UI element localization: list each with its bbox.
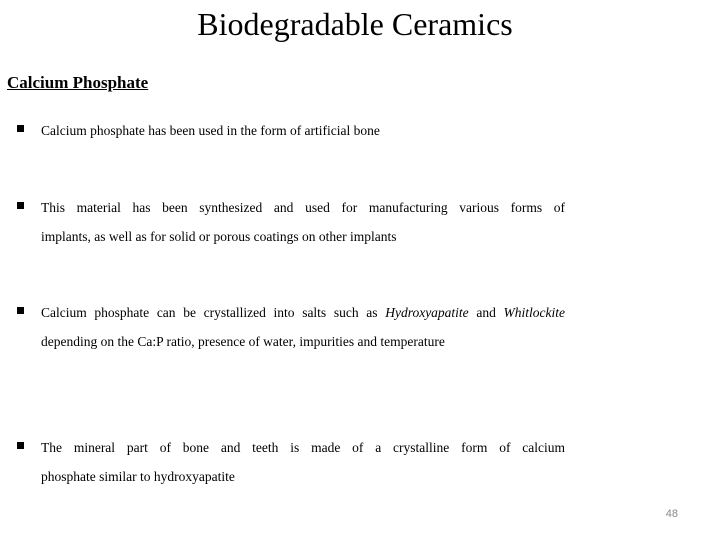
bullet-text-line-1: The mineral part of bone and teeth is made of a crystalline form of calcium xyxy=(41,440,565,455)
square-bullet-icon xyxy=(17,202,24,209)
bullet-text-segment: depending on the Ca:P ratio, presence of water, impurities and temperature xyxy=(41,334,445,349)
bullet-text-line-2: implants, as well as for solid or porous coatings on other implants xyxy=(41,229,397,244)
whitlockite-term: Whitlockite xyxy=(503,305,566,320)
square-bullet-icon xyxy=(17,442,24,449)
square-bullet-icon xyxy=(17,125,24,132)
hydroxyapatite-term: Hydroxyapatite xyxy=(385,305,469,320)
slide-title: Biodegradable Ceramics xyxy=(197,6,513,42)
bullet-text-line-1: This material has been synthesized and used for manufacturing various forms of xyxy=(41,200,565,215)
section-heading: Calcium Phosphate xyxy=(7,73,149,92)
bullet-text-line-2: phosphate similar to hydroxyapatite xyxy=(41,469,235,484)
bullet-text: Calcium phosphate has been used in the form of artificial bone xyxy=(41,123,380,138)
bullet-text xyxy=(41,298,565,356)
bullet-item-1 xyxy=(17,116,565,145)
bullet-item-4 xyxy=(17,433,565,491)
bullet-text-segment: and xyxy=(468,305,504,320)
bullet-text-segment: Calcium phosphate can be crystallized into salts such as xyxy=(41,305,386,320)
square-bullet-icon xyxy=(17,307,24,314)
bullet-item-2 xyxy=(17,193,565,251)
bullet-item-3 xyxy=(17,298,565,356)
page-number: 48 xyxy=(665,508,678,520)
